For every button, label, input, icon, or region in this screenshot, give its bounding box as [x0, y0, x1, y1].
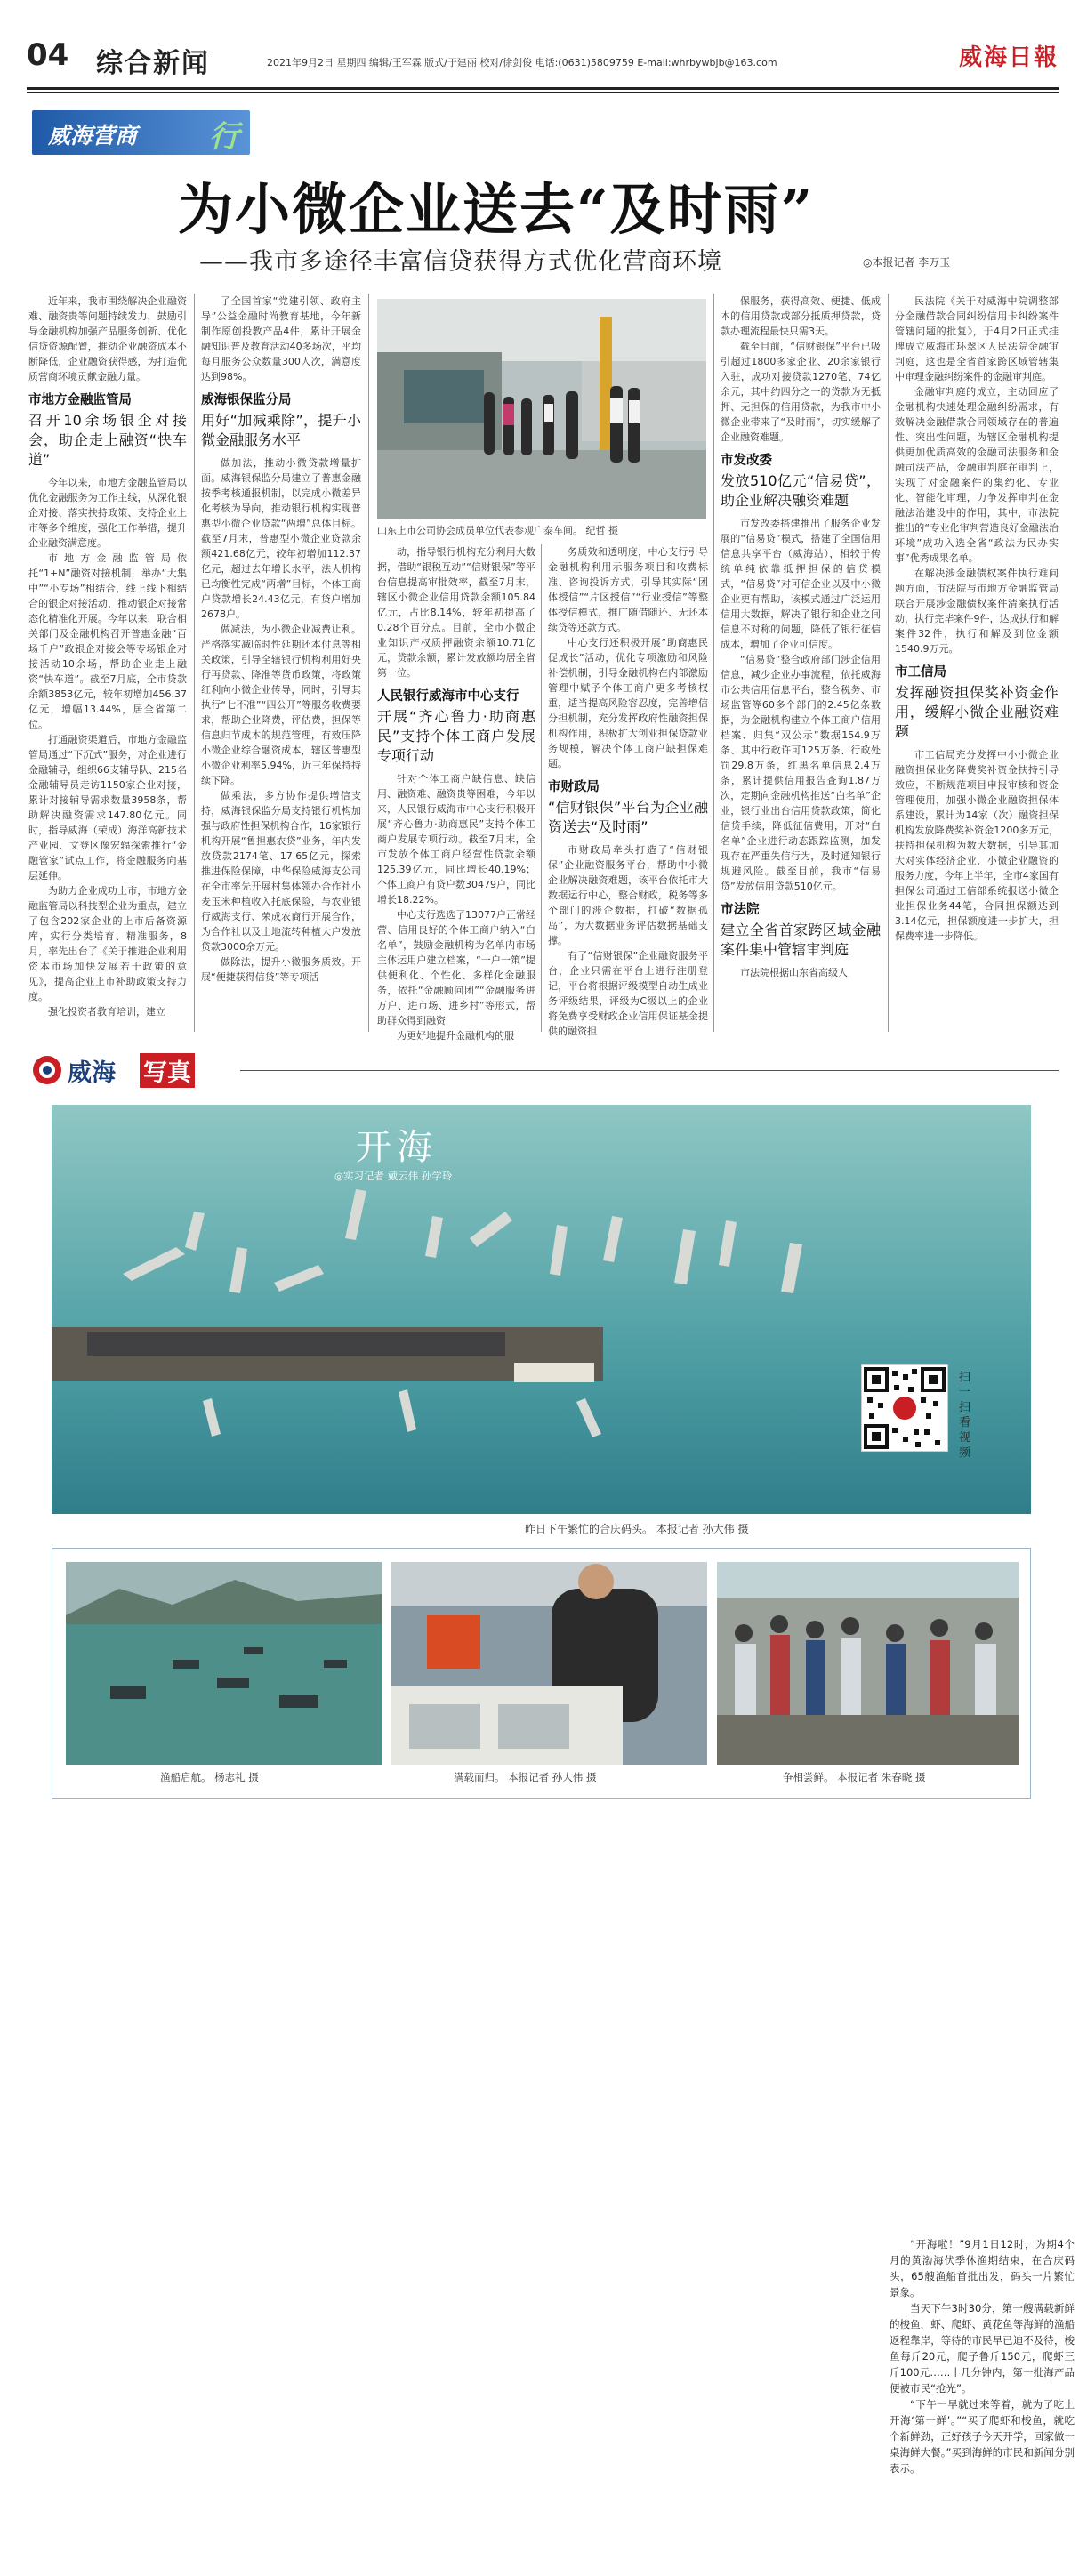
paragraph: 民法院《关于对威海中院调整部分金融借款合同纠纷信用卡纠纷案件管辖问题的批复》，于4月2日正式挂牌成立威海市环翠区人民法院金融审判庭，这也是全省首家跨区域管辖集中审理金融纠纷案件的金融审判庭。 [895, 295, 1059, 382]
qr-code[interactable] [861, 1364, 948, 1452]
paragraph: 做乘法，多方协作提供增信支持，威海银保监分局支持银行机构加强与政府性担保机构合作，16家银行机构开展“鲁担惠农贷”业务，年内发放贷款2174笔、17.65亿元，探索推进保险保障，中华保险威海支公司在全市率先开展村集体领办合作社小麦玉米种植收入托底保险，与农业银行威海支行、荣成农商行开展合作，为合作社以及土地流转种植大户发放贷款3000余万元。 [201, 790, 361, 953]
paragraph: 有了“信财银保”企业融资服务平台，企业只需在平台上进行注册登记，平台将根据评级模型自动生成业务评级结果，评级为C级以上的企业将免费享受财政企业信用保证基金提供的融资担 [548, 950, 708, 1037]
paragraph: 当天下午3时30分，第一艘满载新鲜的梭鱼，虾、爬虾、黄花鱼等海鲜的渔船返程靠岸，等待的市民早已迫不及待，梭鱼每斤20元，爬子鲁斤150元，爬虾三斤100元……十几分钟内，第一批海产品便被市民“抢光”。 [890, 2302, 1075, 2395]
news-photo-factory-visit [377, 299, 706, 519]
crowd-tasting-image [717, 1562, 1019, 1765]
qr-code-icon [862, 1365, 947, 1451]
paragraph: 金融审判庭的成立，主动回应了金融机构快速处理金融纠纷需求，有效解决金融借款合同领域存在的普遍性、突出性问题，为辖区金融机构提供更加优质高效的金融司法服务和金融司法产品，金融审判庭在审判上，实现了对金融案件的集约化、专业化、智能化审理，力争发挥审判在金融法治建设中的作用，其中，市法院推出的“专业化审判营造良好金融法治环境”成功入选全省“政法为民办实事”优秀成果名单。 [895, 386, 1059, 564]
article-column-6 [895, 294, 1059, 944]
issue-meta: 2021年9月2日 星期四 编辑/王军霖 版式/于建丽 校对/徐剑俊 电话:(0631)5809759 E-mail:whrbywbjb@163.com [267, 57, 777, 68]
paragraph: 市法院根据山东省高级人 [740, 967, 848, 978]
paragraph: 做加法，推动小微贷款增量扩面。威海银保监分局建立了普惠金融按季考核通报机制，以完成小微差异化考核为导向，推动银行机构实现普惠型小微企业贷款“两增”总体目标。截至7月末，普惠型小微企业贷款余额421.68亿元，较年初增加112.37亿元，超过去年增长水平，法人机构已均衡性完成“两增”目标，个体工商户贷款增长24.43亿元，有贷户增加2678户。 [201, 457, 361, 620]
paragraph: 打通融资渠道后，市地方金融监管局通过“下沉式”服务，对企业进行金融辅导，组织66支辅导队、215名金融辅导员走访1150家企业对接，累计对接辅导需求数量3958条，帮助解决融资需求147.80亿元。同时，指导威海（荣成）海洋高新技术产业园、文登区像宏辐探索推行“金融管家”试点工作，将金融服务向基层延伸。 [28, 734, 187, 881]
photo-caption: 昨日下午繁忙的合庆码头。 本报记者 孙大伟 摄 [525, 1523, 749, 1535]
newspaper-logo: 威海日報 [958, 44, 1059, 71]
paragraph: 今年以来，市地方金融监管局以优化金融服务为工作主线，从深化银企对接、落实扶持政策、支持企业上市等多个维度，强化工作举措，提升企业融资满意度。 [28, 477, 187, 549]
factory-visit-image [377, 299, 706, 519]
masthead-rule-thin [27, 92, 1059, 93]
column-divider [368, 294, 369, 1032]
photo-feature-banner [32, 1050, 246, 1091]
seafood-unloading-image [391, 1562, 707, 1765]
section-org: 市财政局 [548, 780, 600, 794]
photo-caption: 山东上市公司协会成员单位代表参观广泰车间。 纪哲 摄 [377, 525, 618, 536]
section-title: 建立全省首家跨区域金融案件集中管辖审判庭 [721, 922, 881, 958]
column-divider [541, 544, 542, 1032]
paragraph: 截至目前，“信财银保”平台已吸引超过1800多家企业、20余家银行入驻，成功对接贷款1270笔、74亿余元，其中约四分之一的贷款为无抵押、无担保的信用贷款，为我市中小微企业带来了“及时雨”，切实缓解了企业融资难题。 [721, 341, 881, 443]
fishing-boats-image [66, 1562, 382, 1765]
paragraph: “开海啦！”9月1日12时，为期4个月的黄渤海伏季休渔期结束，在合庆码头，65艘渔船首批出发，码头一片繁忙景象。 [890, 2238, 1075, 2298]
section-title: 发放510亿元“信易贷”，助企业解决融资难题 [721, 472, 881, 509]
paragraph: 为助力企业成功上市，市地方金融监管局以科技型企业为重点，建立了包含202家企业的上市后备资源库，实行分类培育、精准服务，8月，率先出台了《关于推进企业利用资本市场加快发展若干政策的意见》，提高企业上市补助政策支持力度。 [28, 885, 187, 1002]
paragraph: 市工信局充分发挥中小小微企业融资担保业务降费奖补资金扶持引导效应，不断规范项目申报审核和资金管理使用，加强小微企业融资担保体系建设，累计为14家（次）融资担保机构发放降费奖补资金1200多万元，扶持担保机构为数大数据，引导其加大对实体经济企业，小微企业融资的服务力度，今年上半年，全市4家国有担保公司通过工信部系统报送小微企业担保业务44笔，合同担保额达到3.14亿元，担保额度进一步扩大，担保费率进一步降低。 [895, 749, 1059, 942]
section-name: 综合新闻 [96, 48, 210, 79]
article-column-3 [377, 544, 535, 1043]
paragraph: 了全国首家“党建引领、政府主导”公益金融时尚教育基地，今年新制作原创投教产品4件，累计开展金融知识普及教育活动40多场次，平均每月服务公众数量300人次，满意度达到98%。 [201, 295, 361, 382]
paragraph: 中心支行选选了13077户正常经营、信用良好的个体工商户纳入“白名单”，鼓励金融机构为名单内市场主体运用户建立档案，“一户一策”提供便利化、个性化、多样化金融服务，依托“金融顾问团”“金融服务进万户、进市场、进乡村”等形式，帮助群众得到融资 [377, 909, 535, 1026]
photo-story-title: 开海 [356, 1127, 438, 1168]
paragraph: 务质效和透明度，中心支行引导金融机构利用示服务项目和收费标准、咨询投诉方式，引导其实际“团体授信”“片区授信”“行业授信”等整体授信模式，推广随借随还、无还本续贷等还款方式。 [548, 546, 708, 633]
photo-caption: 争相尝鲜。 本报记者 朱春晓 摄 [783, 1771, 926, 1783]
seafood-unloading-photo [391, 1562, 707, 1765]
paragraph: 市地方金融监管局依托“1+N”融资对接机制，举办“大集中”“小专场”相结合，线上线下相结合的银企对接活动，推动银企对接常态化精准化开展。今年以来，联合相关部门及金融机构召开普惠金融“百场千户”政银企对接会等专场银企对接活动10余场，帮助企业走上融资“快车道”。截至7月底，全市贷款余额3853亿元，较年初增加456.37亿元，增幅13.44%，居全省第二位。 [28, 552, 187, 730]
section-org: 市工信局 [895, 665, 946, 680]
column-name: 威海营商 [48, 123, 138, 149]
byline: ◎本报记者 李万玉 [863, 256, 951, 269]
column-divider [713, 294, 714, 1032]
paragraph: 动，指导银行机构充分利用大数据，借助“银税互动”“信财银保”等平台信息提高审批效率，截至7月末，辖区小微企业信用贷款余额105.84亿元，占比8.14%，较年初提高了0.28个百分点。目前，全市小微企业知识产权质押融资余额10.71亿元，贷款余额，累计发放额均居全省第一位。 [377, 546, 535, 679]
paragraph: “信易贷”整合政府部门涉企信用信息，减少企业办事流程，依托威海市公共信用信息平台，整合税务、市场监管等60多个部门的2.45亿条数据，为金融机构建立个体工商户信用档案、归集“双公示”数据154.9万条、其中行政许可125万条、行政处罚29.8万条，红黑名单信息2.4万条，累计提供信用报告查询1.87万次，定期向金融机构推送“白名单”企业，银行业出台信用贷款政策，简化信贷手续，降低征信费用，开对“白名单”企业进行动态跟踪监测，加发现存在严重失信行为，及时通知银行规避风险。截至目前，我市“信易贷”发放信用贷款510亿元。 [721, 654, 881, 892]
section-org: 人民银行威海市中心支行 [377, 689, 519, 704]
fishing-boats-photo [66, 1562, 382, 1765]
article-column-5 [721, 294, 881, 980]
photo-caption: 渔船启航。 杨志礼 摄 [160, 1771, 259, 1783]
crowd-tasting-photo [717, 1562, 1019, 1765]
article-column-2 [201, 294, 361, 985]
column-divider [888, 294, 889, 1032]
column-banner [32, 110, 250, 155]
section-title: 召开10余场银企对接会，助企走上融资“快车道” [28, 412, 187, 468]
paragraph: 中心支行还积极开展“助商惠民促成长”活动，优化专项激励和风险补偿机制，引导金融机构在内部激励管理中赋予个体工商户更多考核权重，适当提高风险容忍度，完善增信分担机制，充分发挥政府性融资担保机构作用，积极扩大创业担保贷款业务规模，解决个体工商户缺担保难题。 [548, 637, 708, 769]
paragraph: 近年来，我市围绕解决企业融资难、融资贵等问题持续发力，鼓励引导金融机构加强产品服务创新、优化信贷资源配置，推动企业融资成本不断降低，企业融资获得感，为打造优质营商环境贡献金融力量。 [28, 295, 187, 382]
masthead [27, 36, 1059, 85]
section-title: 开展“齐心鲁力·助商惠民”支持个体工商户发展专项行动 [377, 708, 535, 764]
paragraph: 市财政局牵头打造了“信财银保”企业融资服务平台，帮助中小微企业解决融资难题，该平台依托市大数据运行中心，整合财政，税务等多个部门的涉企数据，打破“数据孤岛”，为大数据业务评估数据基础支撑。 [548, 844, 708, 946]
section-org: 市地方金融监管局 [28, 393, 132, 407]
paragraph: 针对个体工商户缺信息、缺信用、融资难、融资贵等困难，今年以来，人民银行威海市中心支行积极开展“齐心鲁力·助商惠民”支持个体工商户发展专项行动。截至7月末，全市发放个体工商户经营性贷款余额125.39亿元，同比增长40.19%；个体工商户有贷户数30479户，同比增长18.22%。 [377, 773, 535, 906]
camera-icon [32, 1055, 62, 1085]
section-title: “信财银保”平台为企业融资送去“及时雨” [548, 799, 708, 835]
photo-caption: 满载而归。 本报记者 孙大伟 摄 [454, 1771, 597, 1783]
subheadline: ——我市多途径丰富信贷获得方式优化营商环境 [199, 248, 722, 276]
column-divider [194, 294, 195, 1032]
paragraph: 做减法，为小微企业减费让利。严格落实减临时性延期还本付息等相关政策，引导全辖银行机构利用好央行再贷款、降准等货币政策，将政策红利向小微企业传导，同时，引导其执行“七不准”“四公开”等服务收费要求，帮助企业降费，评估费，担保等信息归节成本的规范管理，有效压降小微企业综合融资成本，辖区普惠型小微企业利率5.94%，近三年保持持续下降。 [201, 624, 361, 786]
paragraph: 强化投资者教育培训，建立 [48, 1006, 165, 1018]
section-org: 市发改委 [721, 454, 772, 468]
section-title: 用好“加减乘除”，提升小微金融服务水平 [201, 412, 361, 448]
masthead-rule [27, 87, 1059, 90]
feature-title: 威海 [68, 1059, 116, 1087]
paragraph: 市发改委搭建推出了服务企业发展的“信易贷”模式，搭建了全国信用信息共享平台（威海站），相较于传统单纯依靠抵押担保的信贷模式，“信易贷”对可信企业以及中小微企业更有帮助，该模式通过广泛运用信用大数据，解决了银行和企业之间信息不对称的问题，降低了银行征信成本，增加了企业可信度。 [721, 518, 881, 650]
paragraph: 为更好地提升金融机构的服 [397, 1030, 514, 1042]
paragraph: 做除法，提升小微服务质效。开展“便捷获得信贷”等专项活 [201, 956, 361, 983]
page-number: 04 [27, 37, 69, 73]
feature-rule [240, 1070, 1059, 1071]
photo-story-credit: ◎实习记者 戴云伟 孙学玲 [334, 1170, 453, 1182]
column-mark: 行 [209, 119, 239, 155]
section-org: 市法院 [721, 903, 760, 917]
article-column-4 [548, 544, 708, 1039]
article-column-1 [28, 294, 187, 1019]
paragraph: 保服务，获得高效、便捷、低成本的信用贷款或部分抵质押贷款，贷款办理流程最快只需3天。 [721, 295, 881, 337]
qr-label: 扫一扫 看视频 [959, 1371, 971, 1460]
feature-text-box [877, 2224, 1087, 2576]
headline: 为小微企业送去“及时雨” [178, 177, 815, 242]
section-title: 发挥融资担保奖补资金作用，缓解小微企业融资难题 [895, 684, 1059, 740]
section-org: 威海银保监分局 [201, 393, 292, 407]
paragraph: “下午一早就过来等着，就为了吃上开海‘第一鲜’。”“买了爬虾和梭鱼，就吃个新鲜劲，正好孩子今天开学，回家做一桌海鲜大餐。”买到海鲜的市民和新闻分别表示。 [890, 2398, 1075, 2475]
paragraph: 在解决涉金融债权案件执行难问题方面，市法院与市地方金融监管局联合开展涉金融债权案件清案执行活动，执行完毕案件9件，达成执行和解案件32件，执行和解及到位金额1540.9万元。 [895, 568, 1059, 655]
feature-title-highlight: 写真 [140, 1053, 195, 1088]
